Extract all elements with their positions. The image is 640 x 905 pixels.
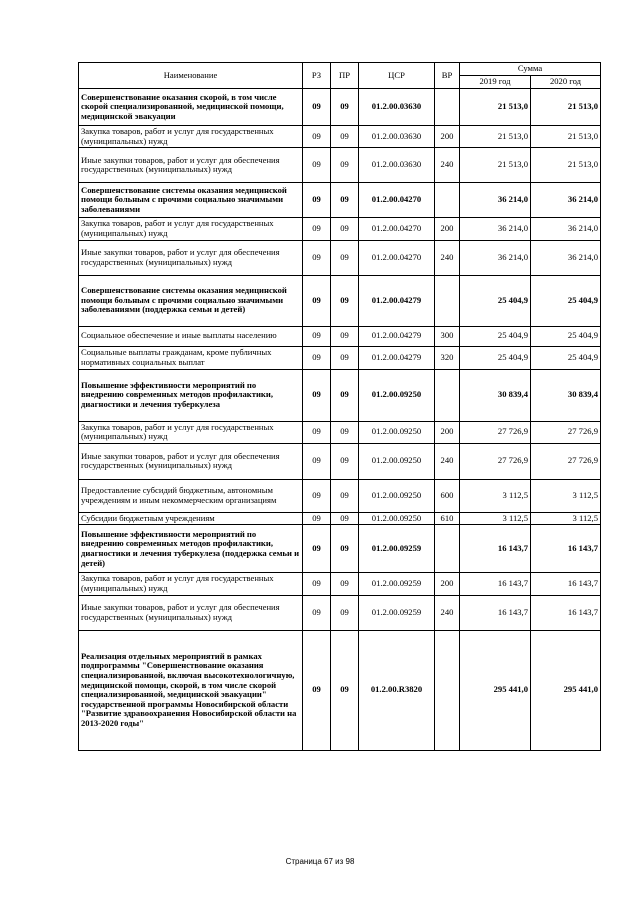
cell-csr: 01.2.00.09250 — [359, 443, 435, 479]
cell-csr: 01.2.00.09250 — [359, 421, 435, 443]
cell-vr: 600 — [435, 479, 460, 512]
cell-csr: 01.2.00.03630 — [359, 89, 435, 126]
table-row — [79, 240, 601, 275]
cell-2019: 36 214,0 — [460, 240, 531, 275]
cell-name: Повышение эффективности мероприятий по внедрению современных методов профилактики, диагностики и лечения туберкулеза — [79, 369, 303, 421]
cell-vr — [435, 183, 460, 218]
cell-vr: 240 — [435, 148, 460, 183]
page-footer: Страница 67 из 98 — [285, 857, 355, 866]
cell-pr: 09 — [331, 240, 359, 275]
cell-pr: 09 — [331, 346, 359, 369]
cell-2019: 25 404,9 — [460, 326, 531, 346]
cell-2020: 3 112,5 — [531, 512, 601, 525]
cell-rz: 09 — [303, 573, 331, 595]
cell-2020: 27 726,9 — [531, 421, 601, 443]
cell-vr — [435, 630, 460, 750]
cell-pr: 09 — [331, 573, 359, 595]
cell-csr: 01.2.00.R3820 — [359, 630, 435, 750]
cell-csr: 01.2.00.04270 — [359, 218, 435, 240]
cell-csr: 01.2.00.09250 — [359, 512, 435, 525]
cell-vr: 200 — [435, 573, 460, 595]
cell-csr: 01.2.00.03630 — [359, 148, 435, 183]
cell-2019: 21 513,0 — [460, 89, 531, 126]
cell-rz: 09 — [303, 512, 331, 525]
cell-2020: 21 513,0 — [531, 89, 601, 126]
cell-2020: 27 726,9 — [531, 443, 601, 479]
cell-2020: 3 112,5 — [531, 479, 601, 512]
cell-name: Социальное обеспечение и иные выплаты населению — [79, 326, 303, 346]
cell-2020: 16 143,7 — [531, 573, 601, 595]
header-sum: Сумма — [460, 63, 601, 76]
table-row — [79, 218, 601, 240]
cell-vr — [435, 369, 460, 421]
cell-name: Закупка товаров, работ и услуг для государственных (муниципальных) нужд — [79, 218, 303, 240]
cell-name: Социальные выплаты гражданам, кроме публичных нормативных социальных выплат — [79, 346, 303, 369]
cell-2020: 30 839,4 — [531, 369, 601, 421]
cell-name: Субсидии бюджетным учреждениям — [79, 512, 303, 525]
cell-pr: 09 — [331, 512, 359, 525]
cell-rz: 09 — [303, 369, 331, 421]
table-row — [79, 148, 601, 183]
cell-vr: 320 — [435, 346, 460, 369]
cell-2019: 295 441,0 — [460, 630, 531, 750]
cell-pr: 09 — [331, 595, 359, 630]
table-row — [79, 443, 601, 479]
header-rz: РЗ — [303, 63, 331, 89]
cell-csr: 01.2.00.04279 — [359, 275, 435, 326]
cell-rz: 09 — [303, 630, 331, 750]
cell-2019: 21 513,0 — [460, 148, 531, 183]
cell-name: Закупка товаров, работ и услуг для государственных (муниципальных) нужд — [79, 573, 303, 595]
cell-2020: 295 441,0 — [531, 630, 601, 750]
cell-rz: 09 — [303, 183, 331, 218]
cell-2019: 25 404,9 — [460, 346, 531, 369]
cell-pr: 09 — [331, 275, 359, 326]
cell-rz: 09 — [303, 89, 331, 126]
cell-rz: 09 — [303, 218, 331, 240]
cell-2019: 25 404,9 — [460, 275, 531, 326]
cell-rz: 09 — [303, 126, 331, 148]
cell-pr: 09 — [331, 630, 359, 750]
cell-csr: 01.2.00.09250 — [359, 479, 435, 512]
cell-2020: 16 143,7 — [531, 595, 601, 630]
cell-name: Совершенствование системы оказания медицинской помощи больным с прочими социально значимыми заболеваниями (поддержка семьи и детей) — [79, 275, 303, 326]
cell-name: Иные закупки товаров, работ и услуг для обеспечения государственных (муниципальных) нужд — [79, 443, 303, 479]
cell-name: Иные закупки товаров, работ и услуг для обеспечения государственных (муниципальных) нужд — [79, 240, 303, 275]
table-row — [79, 573, 601, 595]
cell-csr: 01.2.00.04270 — [359, 183, 435, 218]
cell-vr — [435, 525, 460, 573]
cell-rz: 09 — [303, 326, 331, 346]
cell-pr: 09 — [331, 126, 359, 148]
cell-2019: 16 143,7 — [460, 595, 531, 630]
cell-2019: 36 214,0 — [460, 183, 531, 218]
cell-rz: 09 — [303, 525, 331, 573]
cell-2019: 27 726,9 — [460, 421, 531, 443]
cell-pr: 09 — [331, 479, 359, 512]
cell-2020: 25 404,9 — [531, 275, 601, 326]
cell-pr: 09 — [331, 89, 359, 126]
cell-pr: 09 — [331, 525, 359, 573]
table-row — [79, 89, 601, 126]
table-row — [79, 512, 601, 525]
cell-2019: 16 143,7 — [460, 573, 531, 595]
cell-name: Предоставление субсидий бюджетным, автономным учреждениям и иным некоммерческим организациям — [79, 479, 303, 512]
cell-2020: 16 143,7 — [531, 525, 601, 573]
cell-name: Иные закупки товаров, работ и услуг для обеспечения государственных (муниципальных) нужд — [79, 595, 303, 630]
cell-vr: 200 — [435, 421, 460, 443]
cell-rz: 09 — [303, 275, 331, 326]
header-2020: 2020 год — [531, 76, 601, 89]
cell-2019: 30 839,4 — [460, 369, 531, 421]
cell-pr: 09 — [331, 443, 359, 479]
cell-2020: 36 214,0 — [531, 218, 601, 240]
cell-rz: 09 — [303, 346, 331, 369]
cell-pr: 09 — [331, 421, 359, 443]
cell-2019: 3 112,5 — [460, 512, 531, 525]
cell-name: Иные закупки товаров, работ и услуг для обеспечения государственных (муниципальных) нужд — [79, 148, 303, 183]
cell-name: Закупка товаров, работ и услуг для государственных (муниципальных) нужд — [79, 126, 303, 148]
table-row — [79, 183, 601, 218]
cell-name: Совершенствование системы оказания медицинской помощи больным с прочими социально значимыми заболеваниями — [79, 183, 303, 218]
cell-vr — [435, 89, 460, 126]
header-pr: ПР — [331, 63, 359, 89]
cell-2020: 21 513,0 — [531, 148, 601, 183]
cell-csr: 01.2.00.03630 — [359, 126, 435, 148]
cell-2020: 21 513,0 — [531, 126, 601, 148]
cell-vr: 200 — [435, 126, 460, 148]
cell-name: Закупка товаров, работ и услуг для государственных (муниципальных) нужд — [79, 421, 303, 443]
header-name: Наименование — [79, 63, 303, 89]
table-row — [79, 479, 601, 512]
cell-csr: 01.2.00.04279 — [359, 326, 435, 346]
cell-rz: 09 — [303, 595, 331, 630]
cell-csr: 01.2.00.09250 — [359, 369, 435, 421]
table-row — [79, 326, 601, 346]
cell-rz: 09 — [303, 421, 331, 443]
cell-vr: 240 — [435, 240, 460, 275]
cell-vr: 610 — [435, 512, 460, 525]
header-vr: ВР — [435, 63, 460, 89]
cell-vr — [435, 275, 460, 326]
table-row — [79, 595, 601, 630]
cell-2019: 3 112,5 — [460, 479, 531, 512]
cell-pr: 09 — [331, 369, 359, 421]
cell-rz: 09 — [303, 443, 331, 479]
table-row — [79, 630, 601, 750]
cell-csr: 01.2.00.04270 — [359, 240, 435, 275]
cell-csr: 01.2.00.09259 — [359, 525, 435, 573]
table-row — [79, 126, 601, 148]
cell-2020: 36 214,0 — [531, 240, 601, 275]
table-header — [79, 63, 601, 89]
cell-2019: 27 726,9 — [460, 443, 531, 479]
budget-table — [78, 62, 601, 751]
cell-rz: 09 — [303, 479, 331, 512]
cell-vr: 200 — [435, 218, 460, 240]
cell-2019: 16 143,7 — [460, 525, 531, 573]
cell-name: Реализация отдельных мероприятий в рамках подпрограммы "Совершенствование оказания специализированной, включая высокотехнологичную, медицинской помощи, скорой, в том числе скорой специализированной, медицинской эвакуации" государственной программы Новосибирской области "Развитие здравоохранения Новосибирской области на 2013-2020 годы" — [79, 630, 303, 750]
table-row — [79, 346, 601, 369]
cell-pr: 09 — [331, 218, 359, 240]
cell-name: Совершенствование оказания скорой, в том числе скорой специализированной, медицинской помощи, медицинской эвакуации — [79, 89, 303, 126]
cell-2020: 25 404,9 — [531, 326, 601, 346]
cell-vr: 240 — [435, 595, 460, 630]
table-body — [79, 89, 601, 751]
table-row — [79, 421, 601, 443]
table-row — [79, 525, 601, 573]
header-2019: 2019 год — [460, 76, 531, 89]
cell-2019: 21 513,0 — [460, 126, 531, 148]
cell-vr: 300 — [435, 326, 460, 346]
cell-rz: 09 — [303, 240, 331, 275]
cell-pr: 09 — [331, 326, 359, 346]
cell-2020: 36 214,0 — [531, 183, 601, 218]
table-row — [79, 369, 601, 421]
cell-rz: 09 — [303, 148, 331, 183]
cell-csr: 01.2.00.09259 — [359, 595, 435, 630]
header-csr: ЦСР — [359, 63, 435, 89]
cell-vr: 240 — [435, 443, 460, 479]
cell-name: Повышение эффективности мероприятий по внедрению современных методов профилактики, диагностики и лечения туберкулеза (поддержка семьи и детей) — [79, 525, 303, 573]
cell-csr: 01.2.00.04279 — [359, 346, 435, 369]
cell-csr: 01.2.00.09259 — [359, 573, 435, 595]
cell-pr: 09 — [331, 148, 359, 183]
cell-2019: 36 214,0 — [460, 218, 531, 240]
table-row — [79, 275, 601, 326]
cell-pr: 09 — [331, 183, 359, 218]
cell-2020: 25 404,9 — [531, 346, 601, 369]
